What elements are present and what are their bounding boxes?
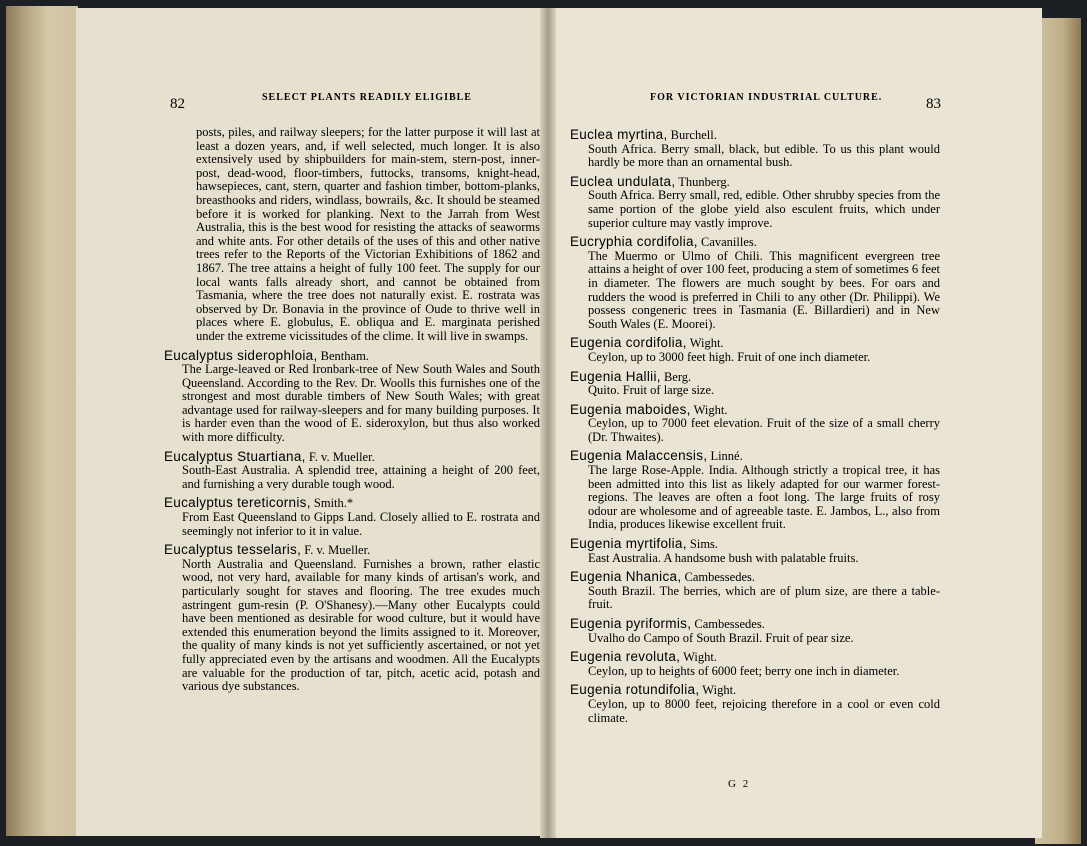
species-description: South Brazil. The berries, which are of plum size, are there a table-fruit. — [588, 583, 940, 612]
species-entry — [570, 683, 940, 725]
species-description: From East Queensland to Gipps Land. Closely allied to E. rostrata and seemingly not inferior to it in value. — [182, 510, 540, 538]
species-author: Smith.* — [313, 496, 354, 511]
species-description: Ceylon, up to 7000 feet elevation. Fruit of the size of a small cherry (Dr. Thwaites). — [588, 416, 940, 444]
signature-mark: G 2 — [728, 778, 751, 790]
right-page-text — [570, 128, 940, 730]
species-description: Ceylon, up to 3000 feet high. Fruit of one inch diameter. — [588, 349, 871, 364]
entry-heading — [570, 683, 940, 698]
entry-heading — [570, 570, 940, 585]
entry-heading — [570, 449, 940, 464]
species-entry — [570, 537, 940, 565]
left-running-head: SELECT PLANTS READILY ELIGIBLE — [262, 92, 472, 103]
species-description: The Muermo or Ulmo of Chili. This magnificent evergreen tree attains a height of over 100 feet, producing a stem of sometimes 6 feet in diameter. The flowers are much sought by bees. For oars and rudders the wood is preferred in Chili to any other (Dr. Philippi). We possess congeneric trees in Tasmania (E. Billardieri) and in New South Wales (E. Moorei). — [588, 248, 940, 331]
species-name: Eugenia pyriformis, — [570, 616, 692, 631]
entry-heading — [570, 175, 940, 190]
page-edges-left — [6, 6, 78, 836]
entry-heading — [570, 403, 940, 418]
species-description: South Africa. Berry small, red, edible. Other shrubby species from the same portion of the globe yield also esculent fruits, which under superior culture may vastly improve. — [588, 188, 940, 230]
species-description: East Australia. A handsome bush with palatable fruits. — [588, 550, 859, 565]
species-name: Eugenia myrtifolia, — [570, 536, 687, 552]
species-author: Cambessedes. — [684, 570, 755, 585]
right-running-head: FOR VICTORIAN INDUSTRIAL CULTURE. — [650, 92, 883, 103]
species-description: South Africa. Berry small, black, but edible. To us this plant would hardly be more than an ornamental bush. — [588, 141, 940, 170]
left-page-number: 82 — [170, 96, 185, 112]
entry-heading — [164, 349, 540, 364]
entry-heading — [570, 370, 940, 385]
species-description: Ceylon, up to 8000 feet, rejoicing therefore in a cool or even cold climate. — [588, 696, 940, 725]
left-page-text — [164, 126, 540, 699]
species-entry — [164, 543, 540, 694]
species-name: Eugenia Hallii, — [570, 368, 661, 384]
species-author: Linné. — [710, 449, 743, 464]
species-author: Cavanilles. — [700, 235, 757, 250]
species-entry — [570, 235, 940, 331]
species-name: Eugenia Nhanica, — [570, 569, 682, 585]
species-entry — [570, 128, 940, 170]
species-name: Eucalyptus siderophloia, — [164, 347, 318, 363]
species-author: Wight. — [693, 402, 728, 417]
species-name: Eugenia Malaccensis, — [570, 448, 708, 464]
entry-heading — [570, 235, 940, 250]
species-name: Eugenia cordifolia, — [570, 335, 687, 351]
species-author: Wight. — [683, 650, 717, 665]
continuation-paragraph: posts, piles, and railway sleepers; for the latter purpose it will last at least a dozen years, and, if well selected, much longer. It is also extensively used by shipbuilders for main-stem, stern-post, inner-post, dead-wood, floor-timbers, futtocks, transoms, knight-head, hawsepieces, cant, stern, quarter and fashion timber, bottom-planks, breasthooks and riders, windlass, bowrails, &c. It should be steamed before it is worked for planking. Next to the Jarrah from West Australia, this is the best wood for resisting the attacks of seaworms and white ants. For other details of the uses of this and other native trees refer to the Reports of the Victorian Exhibitions of 1862 and 1867. The tree attains a height of fully 100 feet. The supply for our local wants falls already short, and cannot be obtained from Tasmania, where the tree does not naturally exist. E. rostrata was observed by Dr. Bonavia in the province of Oude to thrive well in places where E. globulus, E. obliqua and E. marginata perished under the extreme vicissitudes of the clime. It will live in swamps. — [196, 125, 540, 343]
species-name: Euclea myrtina, — [570, 127, 668, 142]
species-description: Ceylon, up to heights of 6000 feet; berry one inch in diameter. — [588, 663, 900, 678]
right-page-number: 83 — [926, 96, 941, 112]
species-author: Wight. — [702, 683, 737, 698]
species-author: Bentham. — [320, 348, 369, 363]
species-name: Eucalyptus Stuartiana, — [164, 448, 306, 464]
species-entry — [570, 570, 940, 612]
species-author: Berg. — [663, 369, 692, 384]
entry-heading — [164, 543, 540, 558]
species-name: Eucalyptus tereticornis, — [164, 495, 311, 511]
entry-heading — [570, 336, 940, 351]
species-entry — [570, 403, 940, 445]
book-gutter — [540, 8, 556, 838]
species-name: Eucryphia cordifolia, — [570, 234, 698, 250]
species-author: F. v. Mueller. — [308, 449, 375, 464]
species-name: Eucalyptus tesselaris, — [164, 542, 302, 558]
species-description: South-East Australia. A splendid tree, attaining a height of 200 feet, and furnishing a very durable tough wood. — [182, 463, 540, 491]
species-description: Uvalho do Campo of South Brazil. Fruit of pear size. — [588, 630, 854, 645]
species-author: Burchell. — [670, 128, 717, 142]
entry-heading — [570, 128, 940, 143]
species-description: North Australia and Queensland. Furnishes a brown, rather elastic wood, not very hard, available for many kinds of artisan's work, and particularly sought for staves and flooring. The tree exudes much astringent gum-resin (P. O'Shanesy).—Many other Eucalypts could have been mentioned as desirable for wood culture, but it would have extended this enumeration beyond the limits assigned to it. Moreover, the quality of many kinds is not yet sufficiently ascertained, or not yet fully appreciated even by the artisans and woodmen. All the Eucalypts are valuable for the production of tar, pitch, acetic acid, potash and various dye substances. — [182, 556, 540, 694]
species-entry — [164, 450, 540, 492]
species-author: Thunberg. — [678, 174, 730, 189]
species-entry — [164, 349, 540, 445]
species-name: Eugenia maboides, — [570, 401, 691, 417]
species-description: The Large-leaved or Red Ironbark-tree of New South Wales and South Queensland. According to the Rev. Dr. Woolls this furnishes one of the strongest and most durable timbers of New South Wales; with great advantage used for railway-sleepers and for many building purposes. It is harder even than the wood of E. sideroxylon, but thus also worked with more difficulty. — [182, 362, 540, 445]
entry-heading — [570, 617, 940, 632]
entry-heading — [164, 450, 540, 465]
species-author: Sims. — [689, 537, 719, 552]
entry-heading — [164, 496, 540, 511]
species-name: Euclea undulata, — [570, 173, 676, 189]
entry-heading — [570, 650, 940, 665]
species-description: The large Rose-Apple. India. Although strictly a tropical tree, it has been admitted into this list as likely adapted for our warmer forest-regions. The leaves are often a foot long. The large fruits of rosy odour are wholesome and of agreeable taste. E. Jambos, L., also from India, produces likewise excellent fruit. — [588, 463, 940, 532]
left-entry-list — [164, 349, 540, 694]
species-name: Eugenia rotundifolia, — [570, 682, 700, 698]
species-entry — [570, 370, 940, 398]
species-entry — [570, 650, 940, 678]
right-entry-list — [570, 128, 940, 725]
species-author: F. v. Mueller. — [304, 543, 371, 558]
species-name: Eugenia revoluta, — [570, 649, 681, 665]
species-entry — [570, 617, 940, 645]
species-author: Cambessedes. — [694, 617, 765, 631]
species-entry — [570, 175, 940, 230]
entry-heading — [570, 537, 940, 552]
species-author: Wight. — [689, 336, 724, 351]
species-entry — [570, 449, 940, 532]
species-description: Quito. Fruit of large size. — [588, 383, 715, 398]
species-entry — [164, 496, 540, 538]
species-entry — [570, 336, 940, 364]
